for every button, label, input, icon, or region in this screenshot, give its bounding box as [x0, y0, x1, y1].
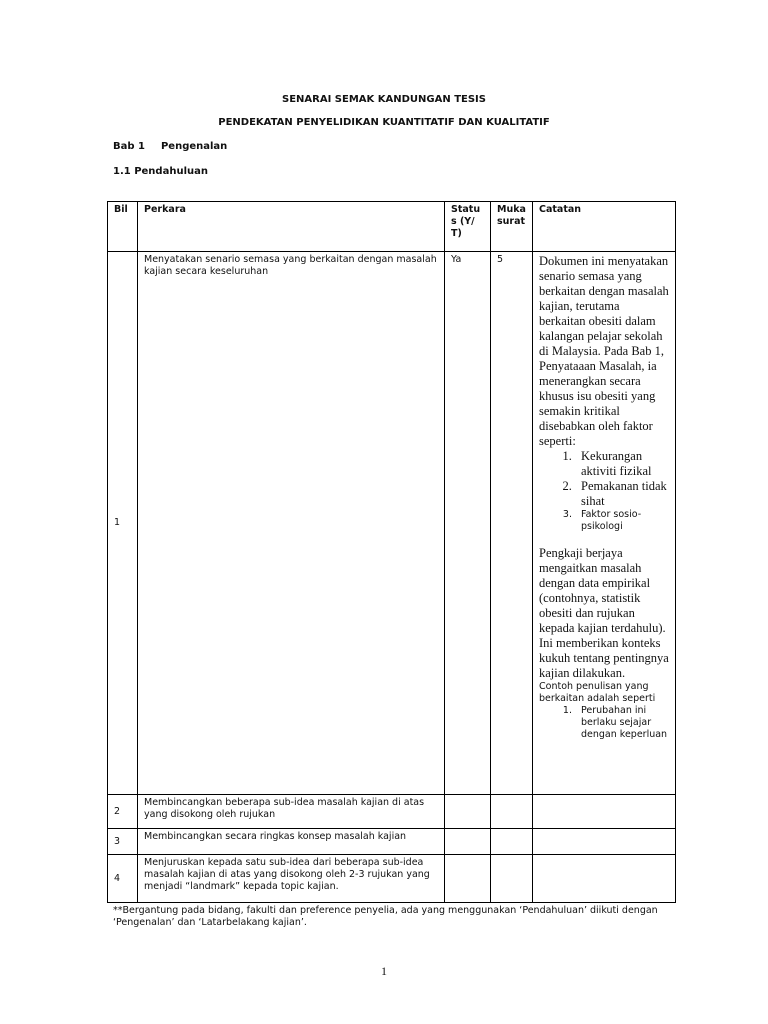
row-perkara: Membincangkan secara ringkas konsep masalah kajian	[138, 829, 445, 855]
document-subtitle: PENDEKATAN PENYELIDIKAN KUANTITATIF DAN KUALITATIF	[218, 117, 550, 128]
footnote: **Bergantung pada bidang, fakulti dan preference penyelia, ada yang menggunakan ‘Pendahuluan’ diikuti dengan ‘Pengenalan’ dan ‘Latarbelakang kajian’.	[113, 905, 658, 928]
header-mukasurat: Mukasurat	[491, 202, 533, 252]
page-number: 1	[381, 964, 387, 978]
row-bil: 4	[108, 855, 138, 903]
row-status	[445, 829, 491, 855]
row-bil: 2	[108, 795, 138, 829]
chapter-name: Pengenalan	[160, 141, 228, 152]
row-perkara: Membincangkan beberapa sub-idea masalah kajian di atas yang disokong oleh rujukan	[138, 795, 445, 829]
row-status	[445, 795, 491, 829]
chapter-heading	[113, 141, 227, 152]
row-catatan	[533, 795, 676, 829]
row-bil: 1	[108, 252, 138, 795]
factor-list	[539, 449, 669, 533]
row-mukasurat	[491, 795, 533, 829]
checklist-table	[107, 201, 676, 903]
row-perkara: Menjuruskan kepada satu sub-idea dari beberapa sub-idea masalah kajian di atas yang disokong oleh 2-3 rujukan yang menjadi “landmark” kepada topic kajian.	[138, 855, 445, 903]
table-row	[108, 252, 676, 795]
table-header-row	[108, 202, 676, 252]
header-perkara: Perkara	[138, 202, 445, 252]
row-status	[445, 855, 491, 903]
catatan-paragraph: Pengkaji berjaya mengaitkan masalah dengan data empirikal (contohnya, statistik obesiti dan rujukan kepada kajian terdahulu). Ini memberikan konteks kukuh tentang pentingnya kajian dilakukan.	[539, 546, 669, 680]
chapter-label: Bab 1	[113, 141, 145, 152]
row-mukasurat	[491, 829, 533, 855]
row-bil: 3	[108, 829, 138, 855]
catatan-paragraph: Contoh penulisan yang berkaitan adalah seperti	[539, 681, 656, 704]
header-bil: Bil	[108, 202, 138, 252]
list-item: 1. Kekurangan aktiviti fizikal	[575, 449, 669, 479]
row-catatan	[533, 829, 676, 855]
row-mukasurat	[491, 855, 533, 903]
document-title: SENARAI SEMAK KANDUNGAN TESIS	[282, 94, 486, 105]
row-catatan	[533, 855, 676, 903]
list-item: 3. Faktor sosio-psikologi	[575, 509, 669, 533]
table-row	[108, 855, 676, 903]
list-item: 2. Pemakanan tidak sihat	[575, 479, 669, 509]
catatan-paragraph: Dokumen ini menyatakan senario semasa yang berkaitan dengan masalah kajian, terutama berkaitan obesiti dalam kalangan pelajar sekolah di Malaysia. Pada Bab 1, Penyataaan Masalah, ia menerangkan secara khusus isu obesiti yang semakin kritikal disebabkan oleh faktor seperti:	[539, 254, 669, 448]
list-item: 1. Perubahan ini berlaku sejajar dengan keperluan	[575, 705, 669, 741]
example-list	[539, 705, 669, 741]
table-row	[108, 829, 676, 855]
header-status: Status (Y/T)	[445, 202, 491, 252]
row-perkara: Menyatakan senario semasa yang berkaitan dengan masalah kajian secara keseluruhan	[138, 252, 445, 795]
row-status: Ya	[445, 252, 491, 795]
row-mukasurat: 5	[491, 252, 533, 795]
header-catatan: Catatan	[533, 202, 676, 252]
row-catatan	[533, 252, 676, 795]
table-row	[108, 795, 676, 829]
section-heading: 1.1 Pendahuluan	[113, 166, 208, 177]
